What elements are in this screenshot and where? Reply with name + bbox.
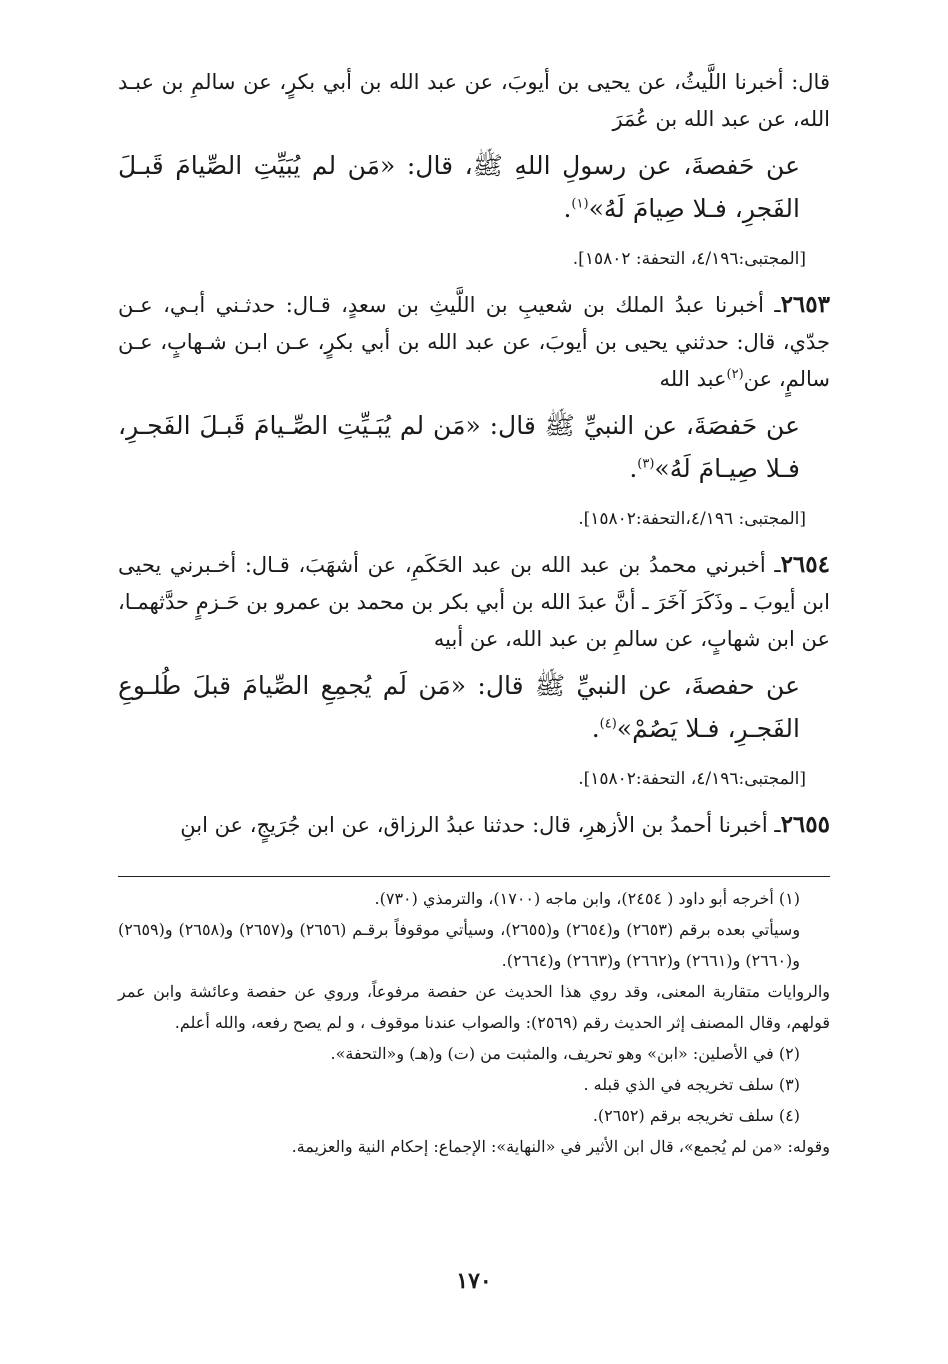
reference-line: [المجتبى: ٤/١٩٦،التحفة:١٥٨٠٢]. (578, 509, 806, 529)
footnote-marker[interactable]: (٢) (726, 367, 744, 382)
hadith-text: عن حَفصَةَ، عن النبيِّ ﷺ قال: «مَن لم يُبَـيِّتِ الصِّـيامَ قَبـلَ الفَجـرِ، فـلا صِيـامَ لَهُ»$^{(٣)}$. (118, 411, 800, 483)
footnote-4-note: وقوله: «من لم يُجمع»، قال ابن الأثير في «النهاية»: الإجماع: إحكام النية والعزيمة. (291, 1137, 830, 1156)
footnote-3: (٣) سلف تخريجه في الذي قبله . (583, 1075, 800, 1094)
page-number: ١٧٠ (456, 1268, 492, 1294)
isnad-text: ٢٦٥٥ـ أخبرنا أحمدُ بن الأزهرِ، قال: حدثنا عبدُ الرزاق، عن ابن جُرَيجٍ، عن ابنِ (180, 811, 830, 838)
footnotes-section (118, 876, 830, 1162)
hadith-text: عن حفصةَ، عن النبيِّ ﷺ قال: «مَن لَم يُجمِعِ الصِّيامَ قبلَ طُلـوعِ الفَجـرِ، فـلا يَصُمْ»$^{(٤)}$. (118, 671, 800, 743)
isnad-text: قال: أخبرنا اللَّيثُ، عن يحيى بن أيوبَ، عن عبد الله بن أبي بكرٍ، عن سالمِ بن عبـد الله، عن عبد الله بن عُمَرَ (118, 70, 830, 131)
hadith-text: عن حَفصةَ، عن رسولِ اللهِ ﷺ، قال: «مَن لم يُبَيِّتِ الصِّيامَ قَبـلَ الفَجرِ، فـلا صِيامَ لَهُ»$^{(١)}$. (118, 151, 800, 223)
footnote-marker[interactable]: (٣) (637, 456, 655, 472)
footnote-marker[interactable]: (٤) (599, 716, 617, 732)
isnad-text: ٢٦٥٤ـ أخبرني محمدُ بن عبد الله بن عبد الحَكَمِ، عن أشهَبَ، قـال: أخـبرني يحيى ابن أيوبَ ـ وذَكَرَ آخَرَ ـ أنَّ عبدَ الله بن أبي بكر بن محمد بن عمرو بن حَـزمٍ حدَّثهمـا، عن ابن شهابٍ، عن سالمِ بن عبد الله، عن أبيه (118, 551, 830, 651)
hadith-number: ٢٦٥٥ (780, 811, 830, 838)
reference-line: [المجتبى:٤/١٩٦، التحفة: ١٥٨٠٢]. (572, 249, 806, 269)
footnote-1-continued: وسيأتي بعده برقم (٢٦٥٣) و(٢٦٥٤) و(٢٦٥٥)، وسيأتي موقوفاً برقـم (٢٦٥٦) و(٢٦٥٧) و(٢٦٥٨) و(٢٦٥٩) و(٢٦٦٠) و(٢٦٦١) و(٢٦٦٢) و(٢٦٦٣) و(٢٦٦٤). (118, 920, 801, 970)
hadith-number: ٢٦٥٤ (780, 551, 830, 578)
footnote-1: (١) أخرجه أبو داود ( ٢٤٥٤)، وابن ماجه (١٧٠٠)، والترمذي (٧٣٠). (374, 889, 800, 908)
isnad-text: ٢٦٥٣ـ أخبرنا عبدُ الملك بن شعيبِ بن اللَّيثِ بن سعدٍ، قـال: حدثـني أبـي، عـن جدّي، قال: حدثني يحيى بن أيوبَ، عن عبد الله بن أبي بكرٍ، عـن ابـن شـهابٍ، عـن سالمٍ، عن$^{(٢)}$عبد الله (118, 291, 830, 391)
footnote-4: (٤) سلف تخريجه برقم (٢٦٥٢). (592, 1106, 800, 1125)
footnote-marker[interactable]: (١) (571, 196, 589, 212)
page-body (118, 64, 830, 844)
footnote-1-note: والروايات متقاربة المعنى، وقد روي هذا الحديث عن حفصة مرفوعاً، وروي عن حفصة وعائشة وابن عمر قولهم، وقال المصنف إثر الحديث رقم (٢٥٦٩): والصواب عندنا موقوف ، و لم يصح رفعه، والله أعلم. (118, 982, 830, 1032)
hadith-number: ٢٦٥٣ (780, 291, 830, 318)
footnote-2: (٢) في الأصلين: «ابن» وهو تحريف، والمثبت من (ت) و(هـ) و«التحفة». (330, 1044, 800, 1063)
reference-line: [المجتبى:٤/١٩٦، التحفة:١٥٨٠٢]. (578, 769, 806, 789)
